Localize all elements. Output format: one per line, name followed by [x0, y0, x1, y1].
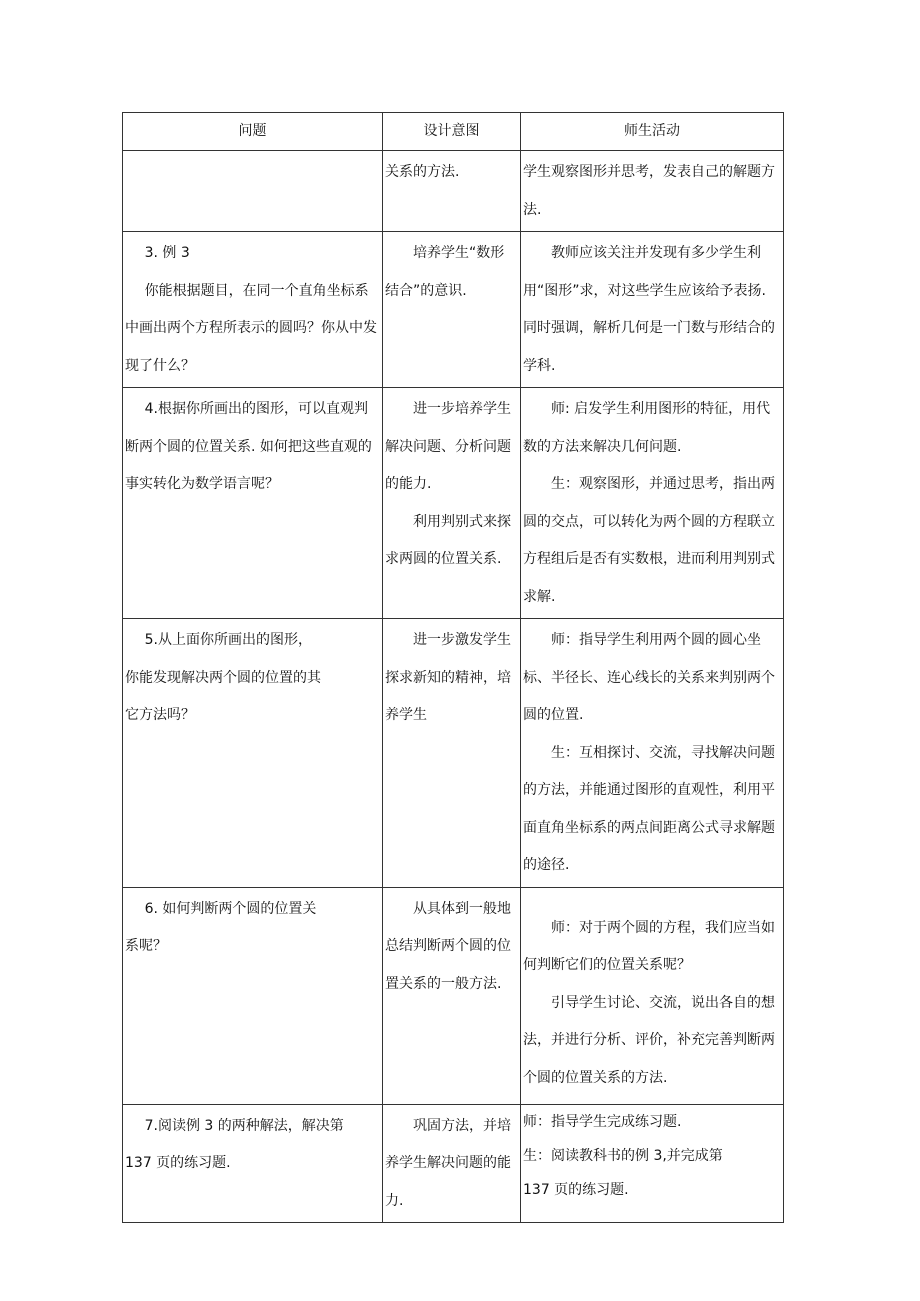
question-text: 7.阅读例 3 的两种解法，解决第 — [144, 1117, 344, 1134]
question-text: 4.根据你所画出的图形，可以直观判断两个圆的位置关系. 如何把这些直观的事实转化为数学语言呢？ — [125, 401, 372, 492]
activity-cell — [521, 619, 784, 888]
activity-text: 师：指导学生完成练习题. — [523, 1113, 682, 1130]
table-row — [123, 619, 784, 888]
intent-text: 进一步激发学生探求新知的精神，培养学生 — [385, 632, 511, 723]
header-question: 问题 — [123, 113, 383, 151]
activity-text: 生：阅读教科书的例 3,并完成第 — [523, 1147, 723, 1164]
question-cell — [123, 232, 383, 388]
activity-cell — [521, 151, 784, 232]
lesson-table — [122, 112, 784, 1223]
header-intent: 设计意图 — [383, 113, 521, 151]
intent-text: 利用判别式来探求两圆的位置关系. — [385, 513, 511, 567]
intent-cell — [383, 232, 521, 388]
intent-text: 关系的方法. — [385, 164, 460, 180]
activity-text: 师：指导学生利用两个圆的圆心坐标、半径长、连心线长的关系来判别两个圆的位置. — [523, 632, 775, 723]
intent-cell — [383, 887, 521, 1104]
table-row — [123, 388, 784, 619]
intent-cell — [383, 619, 521, 888]
question-text: 你能发现解决两个圆的位置的其 — [125, 669, 321, 686]
table-row — [123, 887, 784, 1104]
table-row — [123, 232, 784, 388]
activity-text: 教师应该关注并发现有多少学生利用“图形”求，对这些学生应该给予表扬. 同时强调，解析几何是一门数与形结合的学科. — [523, 245, 775, 374]
question-title: 3. 例 3 — [144, 245, 190, 261]
intent-cell — [383, 388, 521, 619]
activity-text: 生：观察图形，并通过思考，指出两圆的交点，可以转化为两个圆的方程联立方程组后是否有实数根，进而利用判别式求解. — [523, 476, 775, 605]
activity-cell — [521, 1104, 784, 1223]
table-row — [123, 151, 784, 232]
activity-text: 生：互相探讨、交流，寻找解决问题的方法，并能通过图形的直观性，利用平面直角坐标系的两点间距离公式寻求解题的途径. — [523, 744, 775, 873]
question-cell — [123, 619, 383, 888]
activity-cell — [521, 388, 784, 619]
activity-cell — [521, 887, 784, 1104]
intent-cell — [383, 1104, 521, 1223]
activity-cell — [521, 232, 784, 388]
question-cell — [123, 151, 383, 232]
question-cell — [123, 887, 383, 1104]
question-text: 6. 如何判断两个圆的位置关 — [144, 900, 317, 917]
activity-text: 137 页的练习题. — [523, 1181, 629, 1198]
question-text: 你能根据题目，在同一个直角坐标系中画出两个方程所表示的圆吗？你从中发现了什么？ — [125, 282, 377, 374]
question-cell — [123, 388, 383, 619]
intent-text: 从具体到一般地总结判断两个圆的位置关系的一般方法. — [385, 900, 511, 992]
activity-text: 师：对于两个圆的方程，我们应当如何判断它们的位置关系呢？ — [523, 919, 775, 973]
intent-text: 进一步培养学生解决问题、分析问题的能力. — [385, 401, 511, 492]
header-row — [123, 113, 784, 151]
activity-text: 引导学生讨论、交流，说出各自的想法，并进行分析、评价，补充完善判断两个圆的位置关系的方法. — [523, 994, 775, 1086]
question-text: 系呢？ — [125, 938, 167, 954]
question-text: 它方法吗？ — [125, 707, 195, 723]
intent-cell — [383, 151, 521, 232]
header-activity: 师生活动 — [521, 113, 784, 151]
question-text: 137 页的练习题. — [125, 1155, 231, 1171]
intent-text: 培养学生“数形结合”的意识. — [385, 245, 505, 299]
intent-text: 巩固方法，并培养学生解决问题的能力. — [385, 1117, 511, 1209]
question-text: 5.从上面你所画出的图形， — [144, 632, 312, 648]
activity-text: 学生观察图形并思考，发表自己的解题方法. — [523, 164, 775, 218]
activity-text: 师: 启发学生利用图形的特征，用代数的方法来解决几何问题. — [523, 401, 771, 455]
question-cell — [123, 1104, 383, 1223]
table-row — [123, 1104, 784, 1223]
